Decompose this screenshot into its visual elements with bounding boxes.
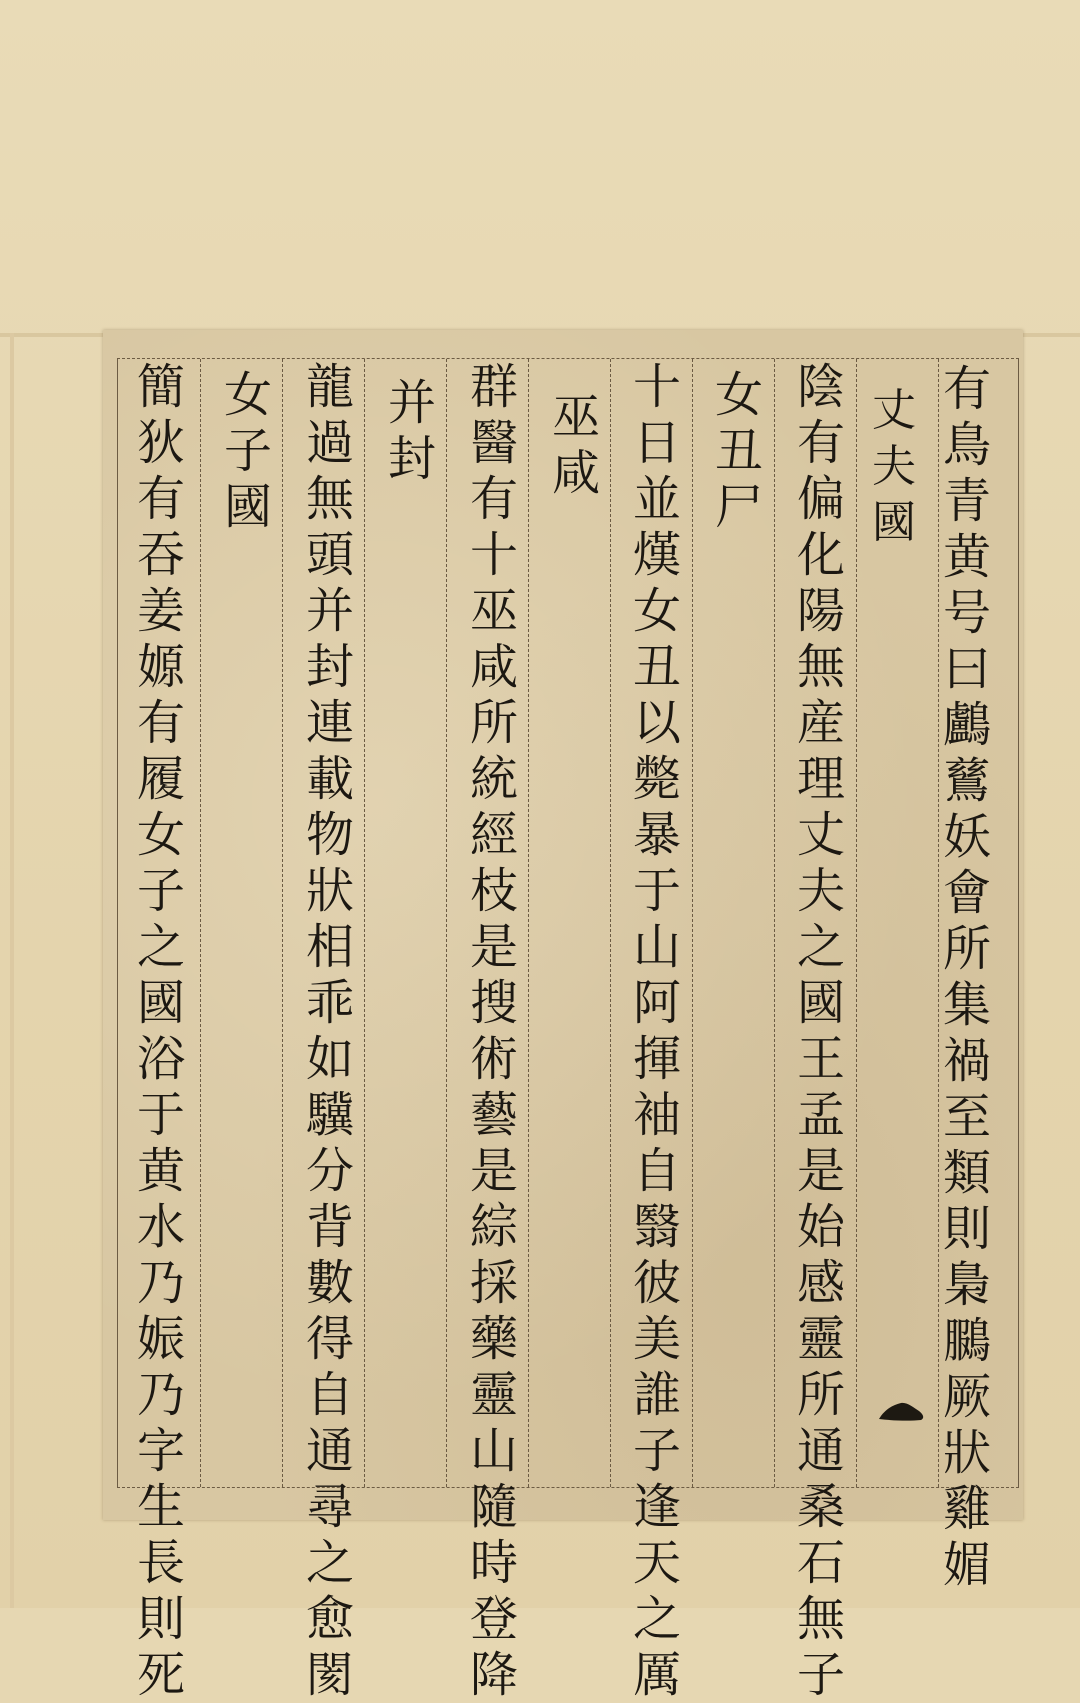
glyph: 号: [942, 585, 991, 641]
glyph: 嫄: [136, 639, 185, 695]
glyph: 則: [942, 1201, 991, 1257]
column-1-verse-head: [936, 361, 998, 809]
column-rule: [774, 359, 775, 1487]
column-rule: [200, 359, 201, 1487]
glyph: 陽: [796, 583, 845, 639]
glyph: 暴: [632, 807, 681, 863]
verse-nvchou-shi: [626, 359, 688, 1703]
glyph: 丈: [872, 385, 916, 436]
heading-zhangfu-guo: [863, 383, 925, 551]
glyph: 天: [632, 1535, 681, 1591]
text-column-10: [217, 367, 279, 1495]
glyph: 過: [305, 415, 354, 471]
glyph: 愈: [305, 1591, 354, 1647]
glyph: 鳥: [942, 417, 991, 473]
column-frame: [117, 358, 1019, 1703]
glyph: 翳: [632, 1199, 681, 1255]
glyph: 隨: [469, 1479, 518, 1535]
glyph: 感: [796, 1255, 845, 1311]
glyph: 偏: [796, 471, 845, 527]
glyph: 搜: [469, 975, 518, 1031]
verse-wu-xian: [463, 359, 525, 1703]
glyph: 之: [796, 919, 845, 975]
glyph: 登: [469, 1591, 518, 1647]
glyph: 雞: [942, 1481, 991, 1537]
heading-wu-xian: [545, 389, 607, 501]
glyph: 無: [796, 1591, 845, 1647]
glyph: 娠: [136, 1311, 185, 1367]
glyph: 狄: [136, 415, 185, 471]
heading-bing-feng: [381, 375, 443, 487]
glyph: 石: [796, 1535, 845, 1591]
glyph: 封: [387, 431, 436, 487]
glyph: 子: [223, 423, 272, 479]
verse-bing-feng: [299, 359, 361, 1703]
glyph: 相: [305, 919, 354, 975]
glyph: 斃: [632, 751, 681, 807]
glyph: 鸕: [942, 697, 991, 753]
glyph: 乃: [136, 1367, 185, 1423]
glyph: 履: [136, 751, 185, 807]
glyph: 孟: [796, 1087, 845, 1143]
ink-blot-mark: [877, 1399, 927, 1423]
glyph: 之: [305, 1535, 354, 1591]
glyph: 于: [632, 863, 681, 919]
glyph: 國: [872, 497, 916, 548]
glyph: 群: [469, 359, 518, 415]
glyph: 狀: [942, 1425, 991, 1481]
glyph: 長: [136, 1535, 185, 1591]
glyph: 丑: [714, 423, 763, 479]
glyph: 美: [632, 1311, 681, 1367]
glyph: 禍: [942, 1033, 991, 1089]
glyph: 有: [136, 471, 185, 527]
glyph: 得: [305, 1311, 354, 1367]
glyph: 藥: [469, 1311, 518, 1367]
glyph: 青: [942, 473, 991, 529]
mount-seam-left: [10, 333, 14, 1608]
glyph: 黄: [942, 529, 991, 585]
glyph: 尋: [305, 1479, 354, 1535]
glyph: 統: [469, 751, 518, 807]
glyph: 背: [305, 1199, 354, 1255]
glyph: 靈: [796, 1311, 845, 1367]
glyph: 乃: [136, 1255, 185, 1311]
glyph: 厲: [632, 1647, 681, 1703]
text-column-8: [381, 375, 443, 1503]
glyph: 女: [714, 367, 763, 423]
glyph: 如: [305, 1031, 354, 1087]
glyph: 通: [796, 1423, 845, 1479]
column-rule: [528, 359, 529, 1487]
glyph: 類: [942, 1145, 991, 1201]
glyph: 驥: [305, 1087, 354, 1143]
glyph: 曰: [942, 641, 991, 697]
glyph: 至: [942, 1089, 991, 1145]
text-column-3: [790, 359, 852, 1703]
glyph: 山: [632, 919, 681, 975]
glyph: 是: [469, 1143, 518, 1199]
glyph: 頭: [305, 527, 354, 583]
glyph: 經: [469, 807, 518, 863]
glyph: 所: [469, 695, 518, 751]
heading-nvchou-shi: [708, 367, 770, 535]
text-column-1: [936, 361, 998, 1593]
glyph: 會: [942, 865, 991, 921]
glyph: 陰: [796, 359, 845, 415]
glyph: 始: [796, 1199, 845, 1255]
glyph: 是: [469, 919, 518, 975]
glyph: 浴: [136, 1031, 185, 1087]
glyph: 自: [632, 1143, 681, 1199]
column-rule: [692, 359, 693, 1487]
glyph: 媚: [942, 1537, 991, 1593]
text-column-6: [545, 389, 607, 1517]
glyph: 夫: [872, 441, 916, 492]
glyph: 則: [136, 1591, 185, 1647]
verse-zhangfu-guo: [790, 359, 852, 1703]
glyph: 咸: [469, 639, 518, 695]
glyph: 日: [632, 415, 681, 471]
column-rule: [364, 359, 365, 1487]
glyph: 于: [136, 1087, 185, 1143]
glyph: 揮: [632, 1031, 681, 1087]
column-1-verse-tail: [936, 809, 998, 1593]
glyph: 十: [469, 527, 518, 583]
glyph: 巫: [469, 583, 518, 639]
glyph: 有: [469, 471, 518, 527]
glyph: 並: [632, 471, 681, 527]
text-column-4: [708, 367, 770, 1495]
glyph: 丈: [796, 807, 845, 863]
glyph: 降: [469, 1647, 518, 1703]
text-column-5: [626, 359, 688, 1703]
glyph: 彼: [632, 1255, 681, 1311]
glyph: 靈: [469, 1367, 518, 1423]
glyph: 有: [136, 695, 185, 751]
glyph: 以: [632, 695, 681, 751]
glyph: 藝: [469, 1087, 518, 1143]
glyph: 集: [942, 977, 991, 1033]
glyph: 女: [136, 807, 185, 863]
glyph: 數: [305, 1255, 354, 1311]
glyph: 分: [305, 1143, 354, 1199]
glyph: 桑: [796, 1479, 845, 1535]
manuscript-leaf: [103, 330, 1023, 1703]
glyph: 并: [387, 375, 436, 431]
column-rule: [446, 359, 447, 1487]
glyph: 術: [469, 1031, 518, 1087]
glyph: 之: [632, 1591, 681, 1647]
glyph: 是: [796, 1143, 845, 1199]
glyph: 女: [223, 367, 272, 423]
text-column-11: [130, 359, 192, 1703]
heading-nvzi-guo: [217, 367, 279, 535]
glyph: 綜: [469, 1199, 518, 1255]
glyph: 梟: [942, 1257, 991, 1313]
glyph: 連: [305, 695, 354, 751]
glyph: 物: [305, 807, 354, 863]
glyph: 巫: [551, 389, 600, 445]
column-rule: [856, 359, 857, 1487]
glyph: 封: [305, 639, 354, 695]
glyph: 字: [136, 1423, 185, 1479]
glyph: 山: [469, 1423, 518, 1479]
glyph: 閡: [305, 1647, 354, 1703]
glyph: 國: [136, 975, 185, 1031]
glyph: 黄: [136, 1143, 185, 1199]
glyph: 自: [305, 1367, 354, 1423]
glyph: 死: [136, 1647, 185, 1703]
glyph: 夫: [796, 863, 845, 919]
glyph: 袖: [632, 1087, 681, 1143]
glyph: 尸: [714, 479, 763, 535]
glyph: 國: [796, 975, 845, 1031]
glyph: 子: [136, 863, 185, 919]
text-column-7: [463, 359, 525, 1703]
glyph: 姜: [136, 583, 185, 639]
glyph: 子: [632, 1423, 681, 1479]
glyph: 龍: [305, 359, 354, 415]
glyph: 理: [796, 751, 845, 807]
verse-nvzi-guo: [130, 359, 192, 1703]
glyph: 誰: [632, 1367, 681, 1423]
glyph: 逢: [632, 1479, 681, 1535]
glyph: 無: [305, 471, 354, 527]
glyph: 枝: [469, 863, 518, 919]
glyph: 子: [796, 1647, 845, 1703]
text-column-2: [863, 383, 925, 1511]
glyph: 簡: [136, 359, 185, 415]
glyph: 咸: [551, 445, 600, 501]
glyph: 載: [305, 751, 354, 807]
glyph: 鵩: [942, 1313, 991, 1369]
glyph: 通: [305, 1423, 354, 1479]
text-column-9: [299, 359, 361, 1703]
glyph: 有: [942, 361, 991, 417]
glyph: 乖: [305, 975, 354, 1031]
glyph: 并: [305, 583, 354, 639]
glyph: 採: [469, 1255, 518, 1311]
column-rule: [610, 359, 611, 1487]
glyph: 丑: [632, 639, 681, 695]
glyph: 吞: [136, 527, 185, 583]
glyph: 王: [796, 1031, 845, 1087]
glyph: 狀: [305, 863, 354, 919]
glyph: 妖: [942, 809, 991, 865]
glyph: 之: [136, 919, 185, 975]
glyph: 所: [796, 1367, 845, 1423]
glyph: 時: [469, 1535, 518, 1591]
glyph: 厥: [942, 1369, 991, 1425]
glyph: 無: [796, 639, 845, 695]
glyph: 熯: [632, 527, 681, 583]
glyph: 女: [632, 583, 681, 639]
glyph: 産: [796, 695, 845, 751]
glyph: 十: [632, 359, 681, 415]
glyph: 阿: [632, 975, 681, 1031]
glyph: 有: [796, 415, 845, 471]
glyph: 所: [942, 921, 991, 977]
glyph: 國: [223, 479, 272, 535]
glyph: 水: [136, 1199, 185, 1255]
glyph: 鶿: [942, 753, 991, 809]
glyph: 醫: [469, 415, 518, 471]
column-rule: [282, 359, 283, 1487]
glyph: 化: [796, 527, 845, 583]
glyph: 生: [136, 1479, 185, 1535]
